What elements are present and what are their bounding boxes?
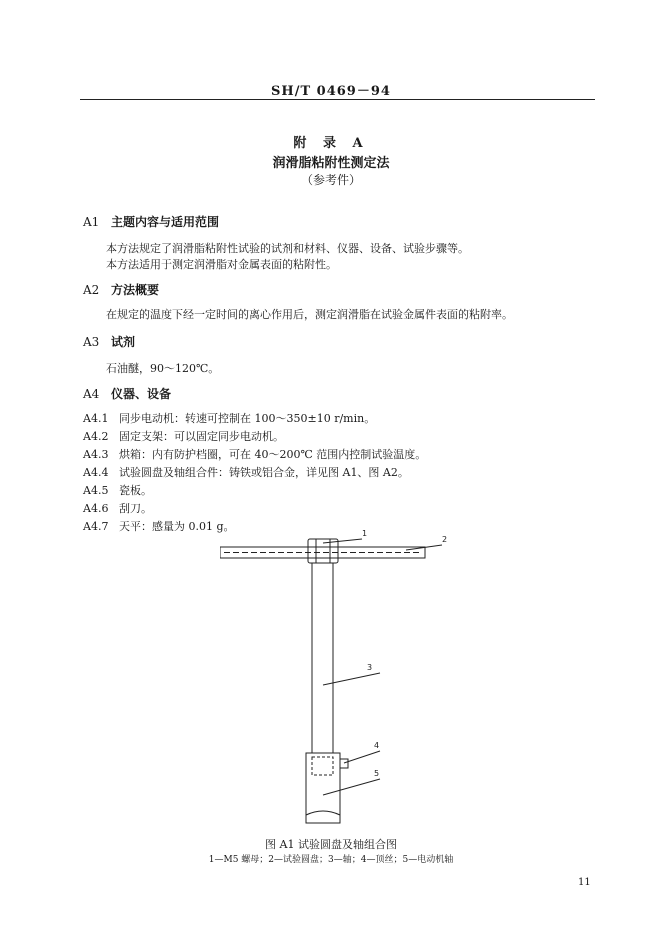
item-number: A4.6 <box>83 502 109 515</box>
item-number: A4.2 <box>83 430 109 443</box>
item-text: 固定支架：可以固定同步电动机。 <box>119 430 284 443</box>
item-text: 天平：感量为 0.01 g。 <box>119 520 235 533</box>
figure-legend: 1—M5 螺母；2—试验圆盘；3—轴；4—顶丝；5—电动机轴 <box>208 855 454 865</box>
standard-code-header: SH/T 0469－94 <box>271 84 391 99</box>
callout-2: 2 <box>442 535 448 544</box>
callout-3: 3 <box>367 663 373 672</box>
paragraph: 在规定的温度下经一定时间的离心作用后，测定润滑脂在试验金属件表面的粘附率。 <box>106 308 513 321</box>
item-text: 烘箱：内有防护档圈，可在 40～200℃ 范围内控制试验温度。 <box>119 448 427 461</box>
leader-line-4 <box>344 751 380 763</box>
item-number: A4.7 <box>83 520 109 533</box>
section-number: A1 <box>83 215 100 229</box>
leader-line-5 <box>323 779 380 795</box>
section-title: 试剂 <box>111 335 136 349</box>
appendix-title: 润滑脂粘附性测定法 <box>272 156 390 171</box>
item-text: 刮刀。 <box>119 502 152 515</box>
appendix-note: （参考件） <box>300 173 361 187</box>
list-item <box>83 482 152 498</box>
list-item <box>83 464 409 480</box>
break-line <box>306 811 340 815</box>
paragraph: 本方法规定了润滑脂粘附性试验的试剂和材料、仪器、设备、试验步骤等。 <box>106 242 469 255</box>
list-item <box>83 410 375 426</box>
test-disc <box>220 547 425 558</box>
disc-shaft-assembly-drawing <box>220 525 470 835</box>
item-number: A4.5 <box>83 484 109 497</box>
item-number: A4.3 <box>83 448 109 461</box>
paragraph: 本方法适用于测定润滑脂对金属表面的粘附性。 <box>106 258 337 271</box>
leader-line-1 <box>323 539 362 543</box>
motor-shaft-bore <box>312 757 333 775</box>
paragraph: 石油醚，90～120℃。 <box>106 362 220 375</box>
section-title: 方法概要 <box>111 283 160 297</box>
appendix-label: 附 录 A <box>293 136 369 151</box>
item-text: 试验圆盘及轴组合件：铸铁或铝合金，详见图 A1、图 A2。 <box>119 466 409 479</box>
item-text: 瓷板。 <box>119 484 152 497</box>
set-screw <box>340 759 348 768</box>
section-heading-a4 <box>83 385 171 402</box>
list-item <box>83 500 152 516</box>
item-number: A4.1 <box>83 412 109 425</box>
section-number: A4 <box>83 387 100 401</box>
section-heading-a2 <box>83 281 159 298</box>
list-item <box>83 428 284 444</box>
header-rule <box>80 99 595 100</box>
figure-caption: 图 A1 试验圆盘及轴组合图 <box>265 838 397 851</box>
callout-1: 1 <box>362 529 368 538</box>
item-text: 同步电动机：转速可控制在 100～350±10 r/min。 <box>119 412 376 425</box>
section-number: A3 <box>83 335 100 349</box>
section-heading-a3 <box>83 333 135 350</box>
list-item <box>83 446 426 462</box>
section-title: 仪器、设备 <box>111 387 172 401</box>
section-number: A2 <box>83 283 100 297</box>
item-number: A4.4 <box>83 466 109 479</box>
callout-5: 5 <box>374 769 380 778</box>
list-item <box>83 518 235 534</box>
section-heading-a1 <box>83 213 219 230</box>
page-number: 11 <box>578 877 591 888</box>
leader-line-3 <box>323 673 380 685</box>
callout-4: 4 <box>374 741 380 750</box>
section-title: 主题内容与适用范围 <box>111 215 220 229</box>
